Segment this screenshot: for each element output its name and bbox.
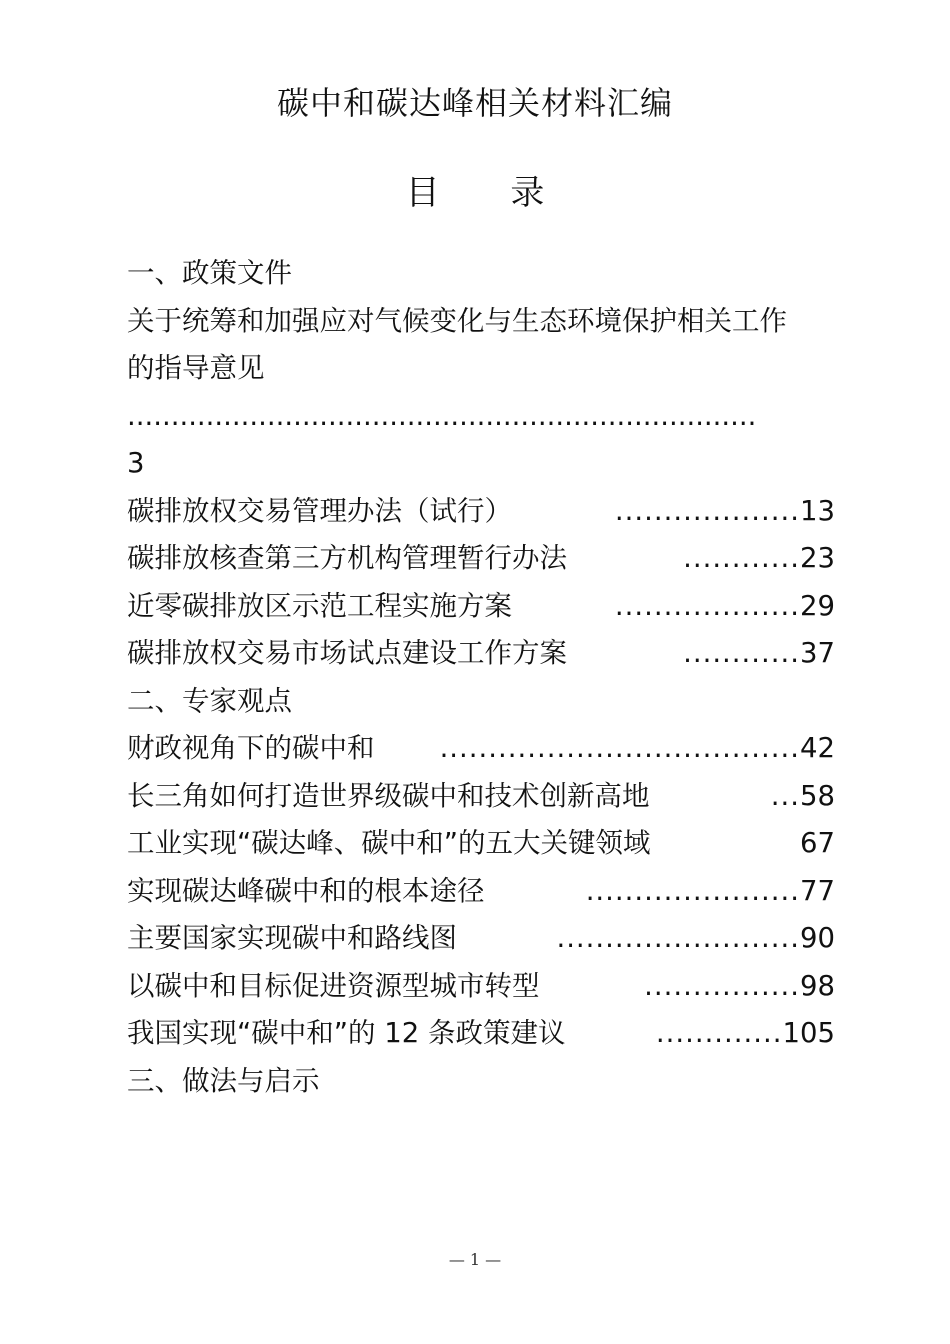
toc-entry (127, 820, 835, 868)
toc-entry-leader-dots: ........................................................................ (127, 399, 757, 432)
toc-entry-leader-dots: ...................... (585, 874, 800, 907)
toc-section-heading: 三、做法与启示 (127, 1064, 320, 1097)
toc-entry-title: 实现碳达峰碳中和的根本途径 (127, 874, 485, 907)
toc-entry-page-number: 105 (782, 1017, 835, 1049)
toc-entry-page-number: 98 (800, 969, 835, 1002)
toc-entry (127, 915, 835, 963)
toc-entry-page-number: 23 (800, 542, 835, 574)
toc-entry-leader-dots: ............ (683, 542, 800, 574)
toc-entry-leader-dots: ................ (644, 969, 800, 1002)
toc-entry-page-number: 13 (800, 494, 835, 527)
toc-entry-title: 近零碳排放区示范工程实施方案 (127, 589, 512, 622)
toc-entry-title: 长三角如何打造世界级碳中和技术创新高地 (127, 779, 650, 812)
toc-section-heading: 二、专家观点 (127, 684, 292, 717)
toc-entry-leader-dots: ......................... (556, 922, 800, 954)
toc-entry-leader-dots: ... (770, 779, 800, 812)
toc-entry-title: 关于统筹和加强应对气候变化与生态环境保护相关工作 (127, 304, 787, 337)
toc-entry (127, 725, 835, 773)
toc-entry-title: 碳排放权交易市场试点建设工作方案 (127, 637, 567, 669)
toc-entry-leader-dots: ................... (614, 589, 800, 622)
toc-entry-page-number: 77 (800, 874, 835, 907)
toc-entry (127, 535, 835, 583)
toc-entry (127, 488, 835, 536)
toc-entry-leader-dots: ................... (614, 494, 800, 527)
toc-entry (127, 963, 835, 1011)
toc-section-heading: 一、政策文件 (127, 257, 292, 289)
toc-heading: 目 录 (405, 173, 575, 213)
toc-entry (127, 773, 835, 821)
toc-entry-title: 主要国家实现碳中和路线图 (127, 922, 457, 954)
toc-entry (127, 868, 835, 916)
toc-entry (127, 583, 835, 631)
toc-entry-title: 我国实现“碳中和”的 12 条政策建议 (127, 1017, 566, 1049)
toc-entry-title: 碳排放核查第三方机构管理暂行办法 (127, 542, 567, 574)
toc-entry-page-number: 58 (800, 779, 835, 812)
toc-entry-page-number: 29 (800, 589, 835, 622)
toc-entry-title: 碳排放权交易管理办法（试行） (127, 494, 512, 527)
toc-entry-leader-dots: ..................................... (439, 732, 800, 764)
toc-entry-title: 以碳中和目标促进资源型城市转型 (127, 969, 540, 1002)
toc-entry-page-number: 37 (800, 637, 835, 669)
toc-entry-page-number: 90 (800, 922, 835, 954)
document-title: 碳中和碳达峰相关材料汇编 (276, 84, 673, 122)
toc-entry-leader-dots: ............ (683, 637, 800, 669)
toc-entry-leader-dots: ............. (655, 1017, 783, 1049)
toc-entry (127, 630, 835, 678)
page-number-footer: — 1 — (448, 1250, 502, 1269)
table-of-contents (127, 250, 835, 1105)
toc-entry-page-number: 3 (127, 447, 145, 479)
toc-entry (127, 1010, 835, 1058)
toc-entry-title: 财政视角下的碳中和 (127, 732, 375, 764)
toc-entry-title-continued: 的指导意见 (127, 352, 265, 384)
toc-entry-page-number: 67 (800, 827, 835, 859)
toc-entry-title: 工业实现“碳达峰、碳中和”的五大关键领域 (127, 827, 651, 859)
toc-entry-page-number: 42 (800, 732, 835, 764)
